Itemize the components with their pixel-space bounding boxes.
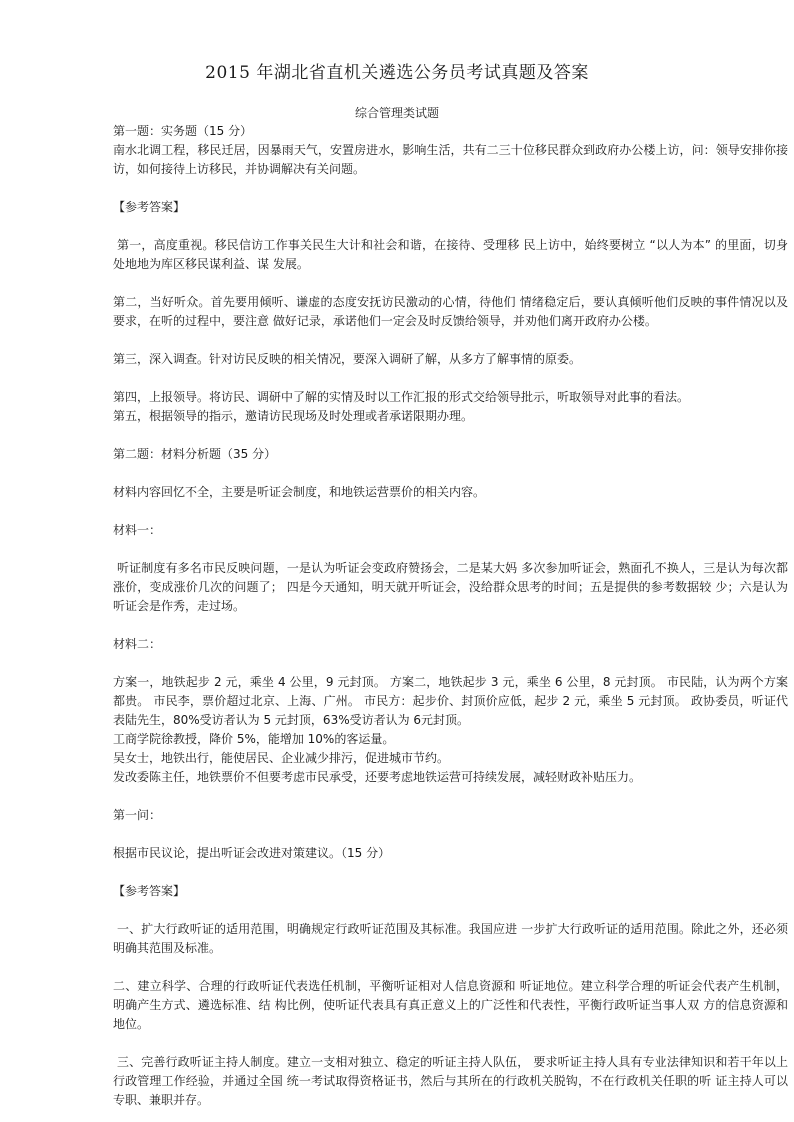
paragraph: 二、建立科学、合理的行政听证代表选任机制，平衡听证相对人信息资源和 听证地位。建立科学合理的听证会代表产生机制，明确产生方式、遴选标准、结 构比例，使听证代表具有真正意义上的广泛性和代表性，平衡行政听证当事人双 方的信息资源和地位。 xyxy=(113,979,788,1031)
answer-heading: 【参考答案】 xyxy=(113,884,186,898)
section-heading: 第二题：材料分析题（35 分） xyxy=(113,447,277,461)
section-heading: 第一题：实务题（15 分） xyxy=(113,124,253,138)
paragraph: 听证制度有多名市民反映问题，一是认为听证会变政府赞扬会，二是某大妈 多次参加听证会，熟面孔不换人，三是认为每次都涨价，变成涨价几次的问题了； 四是今天通知，明天就开听证会，没给群众思考的时间；五是提供的参考数据较 少；六是认为听证会是作秀，走过场。 xyxy=(113,561,788,613)
document-title: 2015 年湖北省直机关遴选公务员考试真题及答案 xyxy=(205,63,589,83)
paragraph: 第二，当好听众。首先要用倾听、谦虚的态度安抚访民激动的心情，待他们 情绪稳定后，要认真倾听他们反映的事件情况以及要求，在听的过程中，要注意 做好记录，承诺他们一定会及时反馈给领导，并劝他们离开政府办公楼。 xyxy=(113,295,788,328)
paragraph: 南水北调工程，移民迁居，因暴雨天气，安置房进水，影响生活，共有二三十位移民群众到政府办公楼上访，问：领导安排你接访，如何接待上访移民，并协调解决有关问题。 xyxy=(113,143,788,176)
paragraph: 方案一，地铁起步 2 元，乘坐 4 公里，9 元封顶。 方案二，地铁起步 3 元，乘坐 6 公里，8 元封顶。 市民陆，认为两个方案都贵。 市民李，票价超过北京、上海、广州。 市民方：起步价、封顶价应低，起步 2 元，乘坐 5 元封顶。 政协委员，听证代表陆先生，80%受访者认为 5 元封顶，63%受访者认为 6元封顶。 xyxy=(113,675,788,727)
paragraph: 材料内容回忆不全，主要是听证会制度，和地铁运营票价的相关内容。 xyxy=(113,485,486,499)
material-heading: 材料一： xyxy=(113,523,162,537)
document-subtitle: 综合管理类试题 xyxy=(354,106,439,120)
paragraph: 吴女士，地铁出行，能使居民、企业减少排污，促进城市节约。 xyxy=(113,751,450,765)
answer-heading: 【参考答案】 xyxy=(113,200,186,214)
paragraph: 第一，高度重视。移民信访工作事关民生大计和社会和谐，在接待、受理移 民上访中，始终要树立 “以人为本” 的里面，切身处地地为库区移民谋利益、谋 发展。 xyxy=(113,238,788,271)
paragraph: 根据市民议论，提出听证会改进对策建议。（15 分） xyxy=(113,846,391,860)
paragraph: 第四，上报领导。将访民、调研中了解的实情及时以工作汇报的形式交给领导批示，听取领导对此事的看法。 xyxy=(113,390,690,404)
paragraph: 第五，根据领导的指示，邀请访民现场及时处理或者承诺限期办理。 xyxy=(113,409,474,423)
question-heading: 第一问： xyxy=(113,808,162,822)
paragraph: 发改委陈主任，地铁票价不但要考虑市民承受，还要考虑地铁运营可持续发展，减轻财政补贴压力。 xyxy=(113,770,642,784)
paragraph: 第三，深入调查。针对访民反映的相关情况，要深入调研了解，从多方了解事情的原委。 xyxy=(113,352,582,366)
document-body xyxy=(113,122,788,1110)
paragraph: 工商学院徐教授，降价 5%，能增加 10%的客运量。 xyxy=(113,732,395,746)
paragraph: 一、扩大行政听证的适用范围，明确规定行政听证范围及其标准。我国应进 一步扩大行政听证的适用范围。除此之外，还必须明确其范围及标准。 xyxy=(113,922,788,955)
material-heading: 材料二： xyxy=(113,637,162,651)
paragraph: 三、完善行政听证主持人制度。建立一支相对独立、稳定的听证主持人队伍， 要求听证主持人具有专业法律知识和若干年以上行政管理工作经验，并通过全国 统一考试取得资格证书，然后与其所在的行政机关脱钩，不在行政机关任职的听 证主持人可以专职、兼职并存。 xyxy=(113,1055,788,1107)
